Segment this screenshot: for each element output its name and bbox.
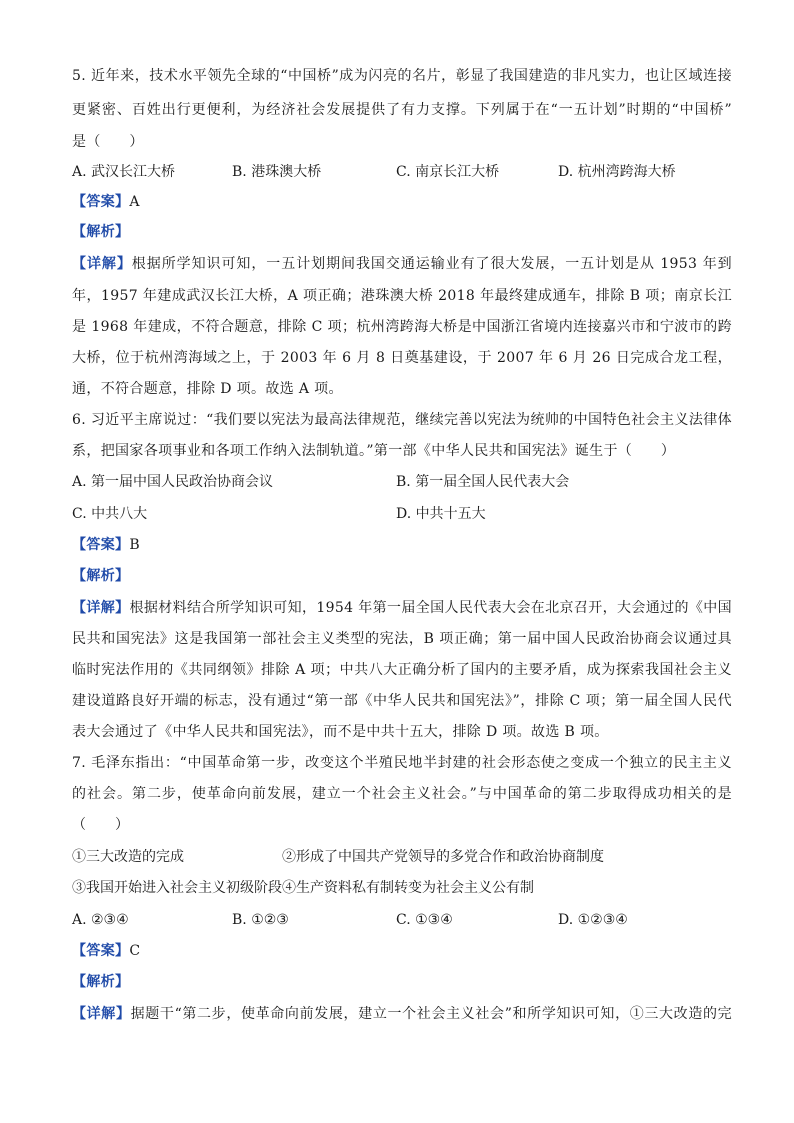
q5-stem-line-3: 是（ ） xyxy=(72,134,144,150)
q7-analysis-label xyxy=(72,972,732,992)
analysis-label: 【解析】 xyxy=(72,974,130,990)
q5-detail-line-5: 通，不符合题意，排除 D 项。故选 A 项。 xyxy=(72,381,343,397)
q6-detail-line-4: 建设道路良好开端的标志，没有通过“第一部《中华人民共和国宪法》”，排除 C 项；第一届全国人民代 xyxy=(72,693,732,709)
q5-detail-line-3: 是 1968 年建成，不符合题意，排除 C 项；杭州湾跨海大桥是中国浙江省境内连接嘉兴市和宁波市的跨 xyxy=(72,319,732,335)
q5-option-d: D. 杭州湾跨海大桥 xyxy=(558,164,676,180)
q5-answer xyxy=(72,192,732,212)
q7-option-c: C. ①③④ xyxy=(396,912,453,928)
q5-detail-line-1 xyxy=(72,254,732,274)
answer-value: A xyxy=(129,194,140,210)
q7-answer xyxy=(72,941,732,961)
q6-option-a: A. 第一届中国人民政治协商会议 xyxy=(72,474,274,490)
q6-detail-line-2: 民共和国宪法》这是我国第一部社会主义类型的宪法，B 项正确；第一届中国人民政治协商会议通过具 xyxy=(72,631,732,647)
q5-stem-line-2: 更紧密、百姓出行更便利，为经济社会发展提供了有力支撑。下列属于在“一五计划”时期的“中国桥” xyxy=(72,102,732,118)
detail-text: 根据材料结合所学知识可知，1954 年第一届全国人民代表大会在北京召开，大会通过的《中国 xyxy=(129,600,732,616)
q6-option-b: B. 第一届全国人民代表大会 xyxy=(396,474,570,490)
answer-label: 【答案】 xyxy=(72,194,130,210)
q7-stem-line-2: 的社会。第二步，使革命向前发展，建立一个社会主义社会。”与中国革命的第二步取得成功相关的是 xyxy=(72,786,732,802)
q6-detail-line-3: 临时宪法作用的《共同纲领》排除 A 项；中共八大正确分析了国内的主要矛盾，成为探索我国社会主义 xyxy=(72,662,732,678)
q6-analysis-label xyxy=(72,566,732,586)
q6-answer xyxy=(72,535,732,555)
analysis-label: 【解析】 xyxy=(72,568,130,584)
q5-stem-line-1: 5. 近年来，技术水平领先全球的“中国桥”成为闪亮的名片，彰显了我国建造的非凡实力，也让区域连接 xyxy=(72,68,732,84)
answer-value: B xyxy=(129,537,141,553)
q6-stem-line-1: 6. 习近平主席说过：“我们要以宪法为最高法律规范，继续完善以宪法为统帅的中国特色社会主义法律体 xyxy=(72,412,732,428)
q6-option-c: C. 中共八大 xyxy=(72,506,148,522)
detail-text: 根据所学知识可知，一五计划期间我国交通运输业有了很大发展，一五计划是从 1953 年到 xyxy=(131,256,732,272)
q7-stem-line-3: （ ） xyxy=(72,817,130,833)
q5-detail-line-2: 年，1957 年建成武汉长江大桥，A 项正确；港珠澳大桥 2018 年最终建成通车，排除 B 项；南京长江 xyxy=(72,288,732,304)
q6-stem-line-2: 系，把国家各项事业和各项工作纳入法制轨道。”第一部《中华人民共和国宪法》诞生于（ ） xyxy=(72,443,676,459)
q7-option-b: B. ①②③ xyxy=(232,912,289,928)
q7-statement-1: ①三大改造的完成 xyxy=(72,849,184,865)
q5-option-a: A. 武汉长江大桥 xyxy=(72,164,176,180)
q7-statement-3-4: ③我国开始进入社会主义初级阶段④生产资料私有制转变为社会主义公有制 xyxy=(72,880,534,896)
answer-label: 【答案】 xyxy=(72,943,130,959)
q5-analysis-label xyxy=(72,222,732,242)
q5-detail-line-4: 大桥，位于杭州湾海域之上，于 2003 年 6 月 8 日奠基建设，于 2007 年 6 月 26 日完成合龙工程， xyxy=(72,350,732,366)
detail-label: 【详解】 xyxy=(72,600,130,616)
q7-stem-line-1: 7. 毛泽东指出：“中国革命第一步，改变这个半殖民地半封建的社会形态使之变成一个独立的民主主义 xyxy=(72,755,732,771)
q6-option-d: D. 中共十五大 xyxy=(396,506,486,522)
q5-option-c: C. 南京长江大桥 xyxy=(396,164,500,180)
q6-detail-line-5: 表大会通过了《中华人民共和国宪法》，而不是中共十五大，排除 D 项。故选 B 项。 xyxy=(72,724,609,740)
q7-option-a: A. ②③④ xyxy=(72,912,129,928)
detail-text: 据题干“第二步，使革命向前发展，建立一个社会主义社会”和所学知识可知，①三大改造的完 xyxy=(130,1006,732,1022)
q6-detail-line-1 xyxy=(72,598,732,618)
detail-label: 【详解】 xyxy=(72,1006,131,1022)
q7-detail-line-1 xyxy=(72,1004,732,1024)
answer-value: C xyxy=(129,943,141,959)
analysis-label: 【解析】 xyxy=(72,224,130,240)
q5-option-b: B. 港珠澳大桥 xyxy=(232,164,322,180)
detail-label: 【详解】 xyxy=(72,256,132,272)
answer-label: 【答案】 xyxy=(72,537,130,553)
q7-option-d: D. ①②③④ xyxy=(558,912,628,928)
q7-statement-2: ②形成了中国共产党领导的多党合作和政治协商制度 xyxy=(282,849,604,865)
